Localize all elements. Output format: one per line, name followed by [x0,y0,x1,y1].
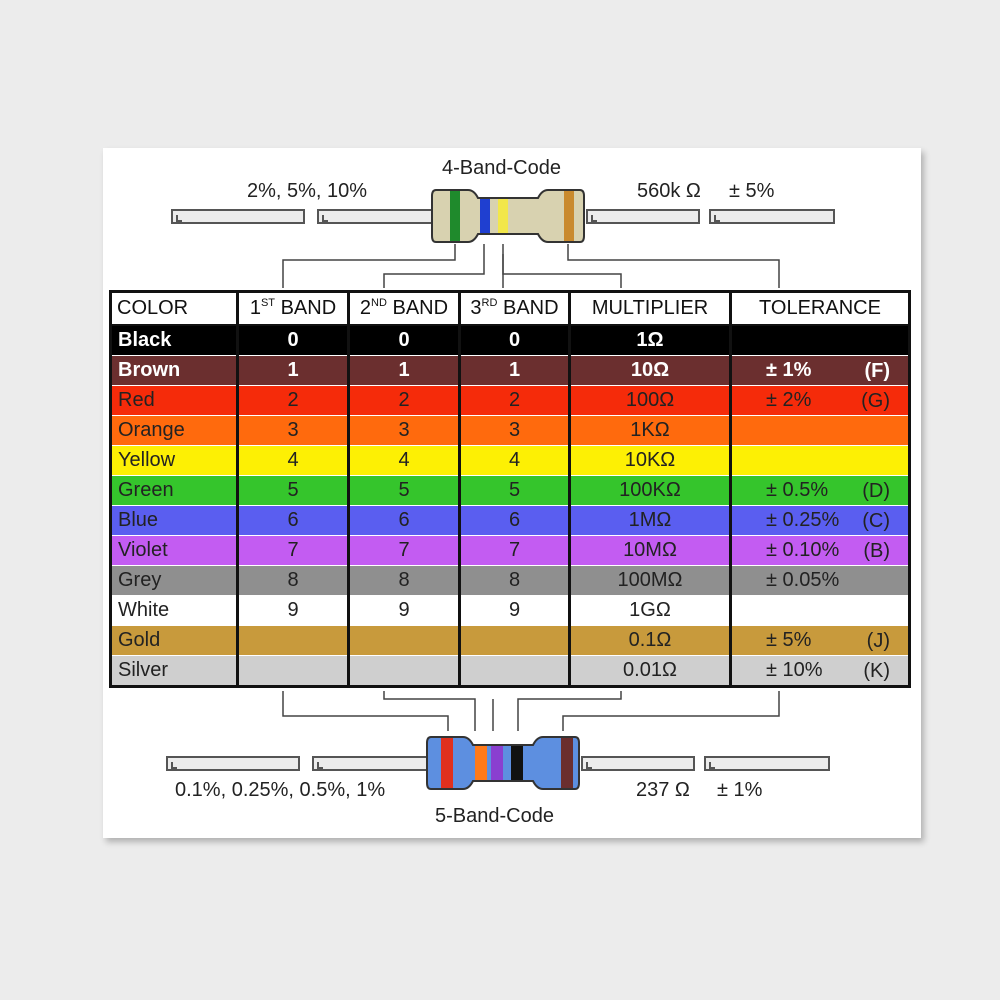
third-band-cell [460,656,570,687]
color-name-cell: White [111,596,238,626]
tolerance-letter: (K) [863,660,890,682]
tolerance-cell [731,626,910,656]
five-band-tolerance-range-label: 0.1%, 0.25%, 0.5%, 1% [175,779,386,801]
tolerance-cell [731,416,910,446]
tolerance-cell [731,536,910,566]
third-band-cell: 5 [460,476,570,506]
tolerance-letter: (C) [862,510,890,532]
first-band-cell: 7 [238,536,349,566]
first-band-cell: 1 [238,356,349,386]
col-header-2nd-band: 2ND BAND [349,292,460,326]
tolerance-value: ± 10% [766,659,823,681]
first-band-cell: 0 [238,325,349,356]
second-band-cell: 9 [349,596,460,626]
first-band-cell: 3 [238,416,349,446]
table-row-yellow [111,446,910,476]
color-name-cell: Yellow [111,446,238,476]
third-band-cell: 1 [460,356,570,386]
five-band-band-2 [475,746,487,780]
third-band-cell: 2 [460,386,570,416]
five-band-resistor [423,733,583,793]
third-band-cell [460,626,570,656]
tolerance-letter: (J) [866,630,890,652]
second-band-cell: 3 [349,416,460,446]
color-name-cell: Grey [111,566,238,596]
table-row-red [111,386,910,416]
first-band-cell: 8 [238,566,349,596]
color-name-cell: Black [111,325,238,356]
tolerance-cell [731,476,910,506]
second-band-cell: 7 [349,536,460,566]
four-band-value-label: 560k Ω [637,180,701,202]
multiplier-cell: 10KΩ [570,446,731,476]
tolerance-cell [731,596,910,626]
first-band-cell: 4 [238,446,349,476]
table-row-blue [111,506,910,536]
tolerance-cell [731,386,910,416]
multiplier-cell: 1Ω [570,325,731,356]
second-band-cell: 8 [349,566,460,596]
tolerance-cell [731,356,910,386]
first-band-cell: 9 [238,596,349,626]
third-band-cell: 0 [460,325,570,356]
third-band-cell: 6 [460,506,570,536]
color-name-cell: Brown [111,356,238,386]
color-code-table [109,290,911,688]
multiplier-cell: 1GΩ [570,596,731,626]
col-header-1st-band: 1ST BAND [238,292,349,326]
tolerance-cell [731,656,910,687]
tolerance-cell [731,325,910,356]
four-band-tolerance-range-label: 2%, 5%, 10% [247,180,368,202]
first-band-cell: 6 [238,506,349,536]
color-name-cell: Red [111,386,238,416]
third-band-cell: 3 [460,416,570,446]
multiplier-cell: 100Ω [570,386,731,416]
table-row-orange [111,416,910,446]
third-band-cell: 9 [460,596,570,626]
five-band-lead-left-outer [166,756,300,771]
multiplier-cell: 0.01Ω [570,656,731,687]
five-band-value-label: 237 Ω [636,779,690,801]
four-band-band-4 [564,191,574,241]
five-band-lead-right-inner [581,756,695,771]
first-band-cell [238,656,349,687]
table-row-violet [111,536,910,566]
multiplier-cell: 10Ω [570,356,731,386]
four-band-lead-left-inner [317,209,437,224]
four-band-resistor [428,186,588,246]
table-row-black [111,325,910,356]
third-band-cell: 8 [460,566,570,596]
multiplier-cell: 100KΩ [570,476,731,506]
second-band-cell [349,626,460,656]
tolerance-letter: (D) [862,480,890,502]
multiplier-cell: 100MΩ [570,566,731,596]
color-name-cell: Silver [111,656,238,687]
tolerance-value: ± 0.05% [766,569,840,591]
resistor-color-code-chart [103,148,921,838]
tolerance-letter: (B) [863,540,890,562]
second-band-cell: 4 [349,446,460,476]
four-band-band-1 [450,191,460,241]
four-band-title: 4-Band-Code [442,157,561,179]
col-header-multiplier: MULTIPLIER [570,292,731,326]
five-band-band-5 [561,738,573,788]
tolerance-value: ± 1% [766,359,812,381]
tolerance-value: ± 2% [766,389,812,411]
tolerance-value: ± 5% [766,629,812,651]
table-row-silver [111,656,910,687]
four-band-connectors [103,244,921,292]
tolerance-value: ± 0.10% [766,539,840,561]
five-band-band-1 [441,738,453,788]
five-band-lead-right-outer [704,756,830,771]
multiplier-cell: 10MΩ [570,536,731,566]
multiplier-cell: 1KΩ [570,416,731,446]
col-header-color: COLOR [111,292,238,326]
table-row-grey [111,566,910,596]
tolerance-value: ± 0.5% [766,479,829,501]
table-row-gold [111,626,910,656]
color-name-cell: Blue [111,506,238,536]
tolerance-value: ± 0.25% [766,509,840,531]
third-band-cell: 4 [460,446,570,476]
second-band-cell: 1 [349,356,460,386]
third-band-cell: 7 [460,536,570,566]
second-band-cell: 5 [349,476,460,506]
color-name-cell: Orange [111,416,238,446]
five-band-lead-left-inner [312,756,432,771]
tolerance-cell [731,446,910,476]
four-band-lead-right-inner [586,209,700,224]
color-name-cell: Violet [111,536,238,566]
first-band-cell: 5 [238,476,349,506]
tolerance-cell [731,566,910,596]
first-band-cell: 2 [238,386,349,416]
four-band-band-3 [498,199,508,233]
table-row-white [111,596,910,626]
second-band-cell [349,656,460,687]
second-band-cell: 0 [349,325,460,356]
second-band-cell: 2 [349,386,460,416]
color-name-cell: Gold [111,626,238,656]
tolerance-cell [731,506,910,536]
five-band-band-3 [491,746,503,780]
multiplier-cell: 0.1Ω [570,626,731,656]
col-header-tolerance: TOLERANCE [731,292,910,326]
four-band-tolerance-label: ± 5% [729,180,775,202]
four-band-band-2 [480,199,490,233]
five-band-band-4 [511,746,523,780]
color-name-cell: Green [111,476,238,506]
first-band-cell [238,626,349,656]
table-row-green [111,476,910,506]
table-header-row [111,292,910,326]
five-band-title: 5-Band-Code [435,805,554,827]
col-header-3rd-band: 3RD BAND [460,292,570,326]
multiplier-cell: 1MΩ [570,506,731,536]
second-band-cell: 6 [349,506,460,536]
five-band-tolerance-label: ± 1% [717,779,763,801]
table-row-brown [111,356,910,386]
tolerance-letter: (G) [861,390,890,412]
five-band-connectors [103,691,921,739]
four-band-lead-left-outer [171,209,305,224]
tolerance-letter: (F) [864,360,890,382]
four-band-lead-right-outer [709,209,835,224]
